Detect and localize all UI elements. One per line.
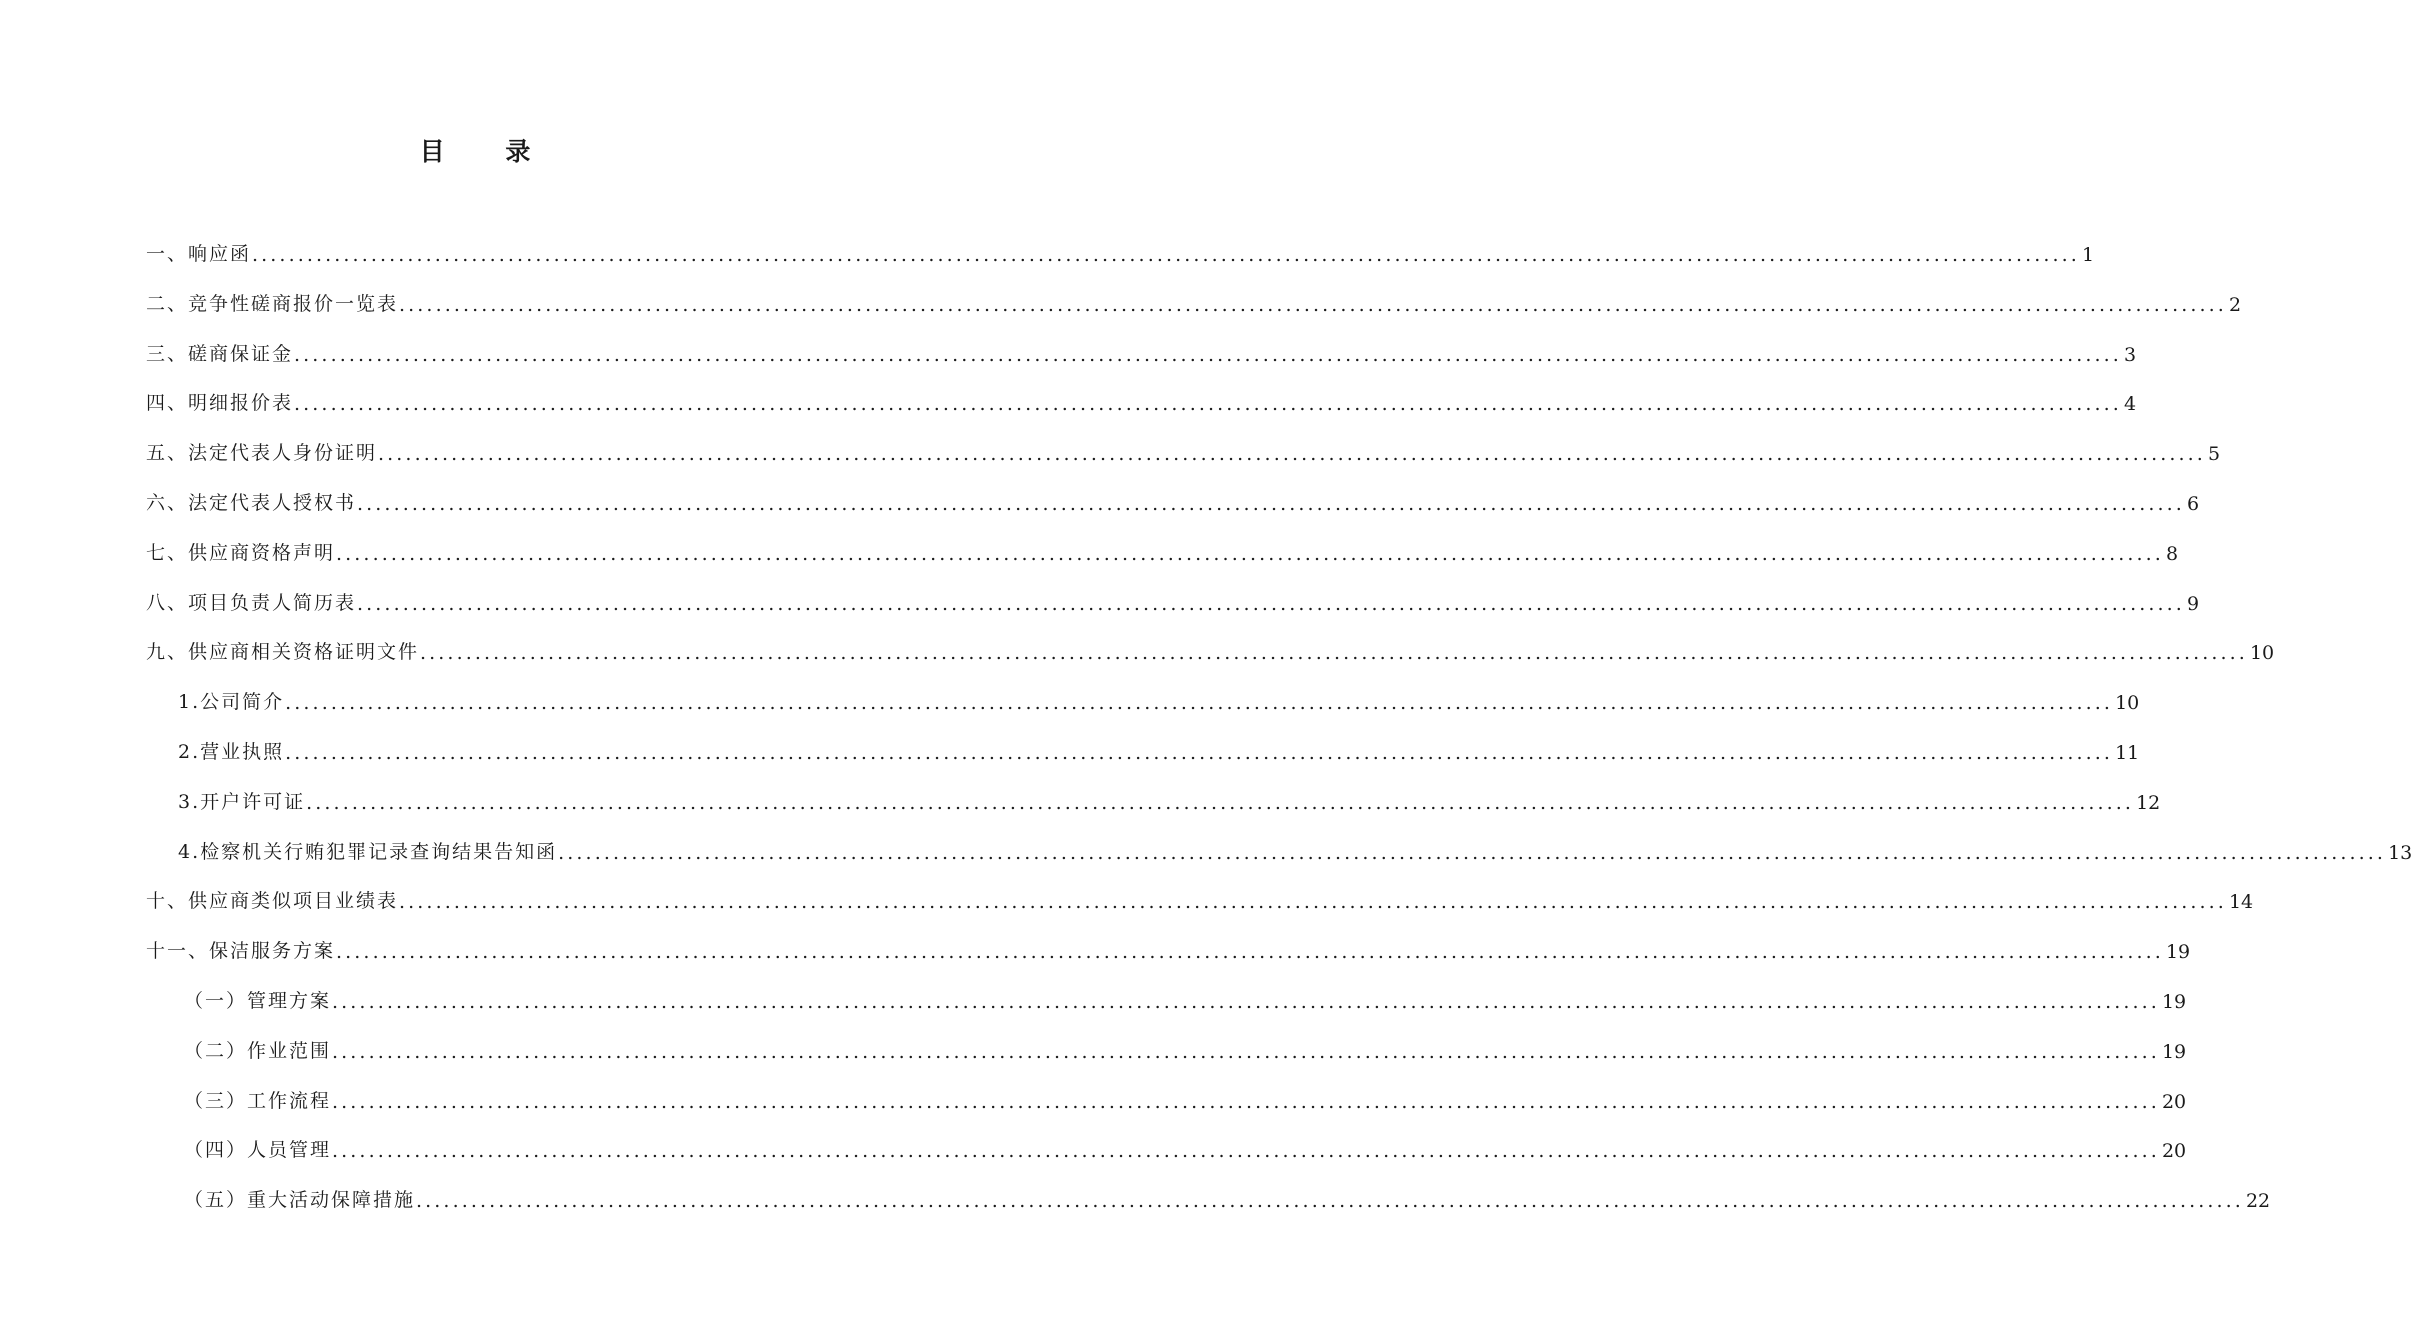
toc-entry-label: 4.检察机关行贿犯罪记录查询结果告知函 <box>178 841 558 863</box>
toc-entry-label: 一、响应函 <box>146 243 252 265</box>
toc-entry-label: 三、磋商保证金 <box>146 343 294 365</box>
toc-page-number: 6 <box>2186 493 2200 515</box>
toc-page-number: 20 <box>2161 1140 2187 1162</box>
toc-page-number: 11 <box>2115 742 2140 764</box>
toc-dot-leader: ........................................................................................................................................................................................................ <box>420 642 2248 664</box>
toc-entry[interactable] <box>184 1182 2271 1212</box>
toc-entry[interactable] <box>146 883 2254 913</box>
toc-page-number: 19 <box>2161 991 2187 1013</box>
toc-page-number: 3 <box>2123 344 2137 366</box>
toc-dot-leader: ........................................................................................................................................................................................................ <box>306 792 2135 814</box>
toc-dot-leader: ........................................................................................................................................................................................................ <box>332 1041 2160 1063</box>
toc-entry[interactable] <box>146 634 2275 664</box>
toc-dot-leader: ........................................................................................................................................................................................................ <box>332 1091 2160 1113</box>
toc-dot-leader: ........................................................................................................................................................................................................ <box>294 344 2122 366</box>
toc-entry[interactable] <box>146 286 2242 316</box>
toc-entry-label: 十、供应商类似项目业绩表 <box>146 890 399 912</box>
toc-entry[interactable] <box>146 336 2137 366</box>
toc-dot-leader: ........................................................................................................................................................................................................ <box>332 991 2160 1013</box>
toc-page-number: 19 <box>2165 941 2191 963</box>
toc-page-number: 2 <box>2228 294 2242 316</box>
toc-entry-label: （三）工作流程 <box>184 1090 332 1112</box>
toc-entry-label: 3.开户许可证 <box>178 791 306 813</box>
toc-page-number: 13 <box>2388 842 2412 864</box>
toc-entry-label: 十一、保洁服务方案 <box>146 940 336 962</box>
toc-entry-label: （一）管理方案 <box>184 990 332 1012</box>
toc-dot-leader: ........................................................................................................................................................................................................ <box>336 543 2164 565</box>
toc-page-number: 14 <box>2228 891 2254 913</box>
toc-entry[interactable] <box>178 784 2161 814</box>
toc-entry-label: （二）作业范围 <box>184 1040 332 1062</box>
toc-page-number: 1 <box>2081 244 2095 266</box>
toc-entry-label: 六、法定代表人授权书 <box>146 492 357 514</box>
toc-entry[interactable] <box>178 834 2412 864</box>
toc-dot-leader: ........................................................................................................................................................................................................ <box>285 692 2114 714</box>
toc-dot-leader: ........................................................................................................................................................................................................ <box>378 443 2206 465</box>
toc-entry[interactable] <box>146 535 2179 565</box>
toc-entry-label: 五、法定代表人身份证明 <box>146 442 378 464</box>
toc-dot-leader: ........................................................................................................................................................................................................ <box>399 891 2227 913</box>
toc-dot-leader: ........................................................................................................................................................................................................ <box>336 941 2164 963</box>
toc-entry-label: （五）重大活动保障措施 <box>184 1189 416 1211</box>
toc-entry-label: 2.营业执照 <box>178 741 285 763</box>
toc-entry-label: （四）人员管理 <box>184 1139 332 1161</box>
page-title: 目 录 <box>419 137 557 166</box>
toc-dot-leader: ........................................................................................................................................................................................................ <box>294 393 2122 415</box>
toc-entry-label: 四、明细报价表 <box>146 392 294 414</box>
toc-dot-leader: ........................................................................................................................................................................................................ <box>332 1140 2160 1162</box>
toc-dot-leader: ........................................................................................................................................................................................................ <box>357 593 2185 615</box>
toc-page-number: 22 <box>2245 1190 2271 1212</box>
toc-entry-label: 二、竞争性磋商报价一览表 <box>146 293 399 315</box>
toc-entry[interactable] <box>184 1132 2187 1162</box>
toc-page-number: 20 <box>2161 1091 2187 1113</box>
toc-entry[interactable] <box>184 983 2187 1013</box>
toc-entry[interactable] <box>146 585 2200 615</box>
toc-page-number: 9 <box>2186 593 2200 615</box>
toc-entry-label: 八、项目负责人简历表 <box>146 592 357 614</box>
toc-page-number: 8 <box>2165 543 2179 565</box>
toc-entry-label: 1.公司简介 <box>178 691 285 713</box>
toc-dot-leader: ........................................................................................................................................................................................................ <box>357 493 2185 515</box>
toc-page-number: 5 <box>2207 443 2221 465</box>
toc-page-number: 12 <box>2136 792 2161 814</box>
toc-entry[interactable] <box>178 734 2140 764</box>
toc-entry[interactable] <box>146 485 2200 515</box>
toc-entry[interactable] <box>184 1083 2187 1113</box>
toc-entry[interactable] <box>178 684 2140 714</box>
toc-entry[interactable] <box>146 236 2095 266</box>
toc-page-number: 10 <box>2249 642 2275 664</box>
toc-entry-label: 七、供应商资格声明 <box>146 542 336 564</box>
toc-page-number: 4 <box>2123 393 2137 415</box>
toc-dot-leader: ........................................................................................................................................................................................................ <box>416 1190 2244 1212</box>
toc-entry[interactable] <box>184 1033 2187 1063</box>
toc-entry-label: 九、供应商相关资格证明文件 <box>146 641 420 663</box>
toc-dot-leader: ........................................................................................................................................................................................................ <box>285 742 2114 764</box>
toc-dot-leader: ........................................................................................................................................................................................................ <box>399 294 2227 316</box>
toc-page-number: 10 <box>2115 692 2140 714</box>
toc-entry[interactable] <box>146 435 2221 465</box>
toc-entry[interactable] <box>146 933 2191 963</box>
toc-entry[interactable] <box>146 385 2137 415</box>
toc-dot-leader: ........................................................................................................................................................................................................ <box>558 842 2387 864</box>
toc-dot-leader: ........................................................................................................................................................................................................ <box>252 244 2080 266</box>
toc-page-number: 19 <box>2161 1041 2187 1063</box>
